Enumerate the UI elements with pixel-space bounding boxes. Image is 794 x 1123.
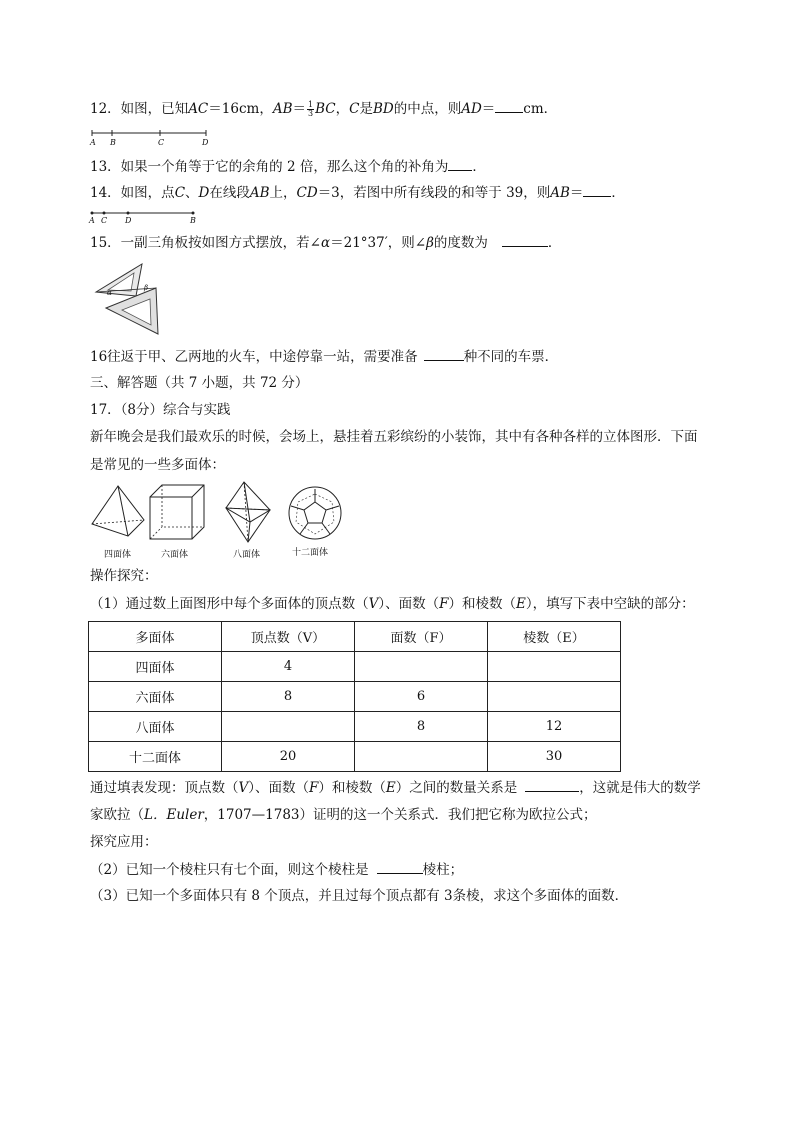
q14-end: ． [611,185,625,201]
table-row [89,652,621,682]
cube-hidden-diagonal [150,527,162,539]
octahedron-label: 八面体 [233,550,261,560]
q17-find2-b: ，1707—1783）证明的这一个关系式．我们把它称为欧拉公式； [203,807,597,823]
q17-find1-b: ）、面数（ [248,780,309,796]
q14-p5: ＝ [569,185,584,201]
q17-part-2 [90,859,463,880]
q14-p1: 14．如图，点 [90,185,175,201]
q14-point-c [103,212,106,215]
q17-part2-b: 棱柱； [422,862,464,878]
question-12 [90,98,557,119]
q17-part1-f: F [439,596,449,612]
section-3-title [90,373,308,393]
q17-find1-a: 通过填表发现：顶点数（ [90,780,239,796]
q15-end: ． [547,235,562,251]
q15-p1: 15．一副三角板按如图方式摆放，若∠ [90,235,321,251]
table-row [89,742,621,772]
q12-bd: BD [372,101,394,117]
question-15 [90,232,561,253]
table-cell: 十二面体 [89,742,222,772]
table-cell: 20 [222,742,355,772]
table-row [89,712,621,742]
question-14 [90,182,625,203]
q15-answer-blank[interactable] [502,232,548,247]
q14-label-a: A [89,216,95,225]
q12-unit: cm． [523,101,558,117]
dodecahedron-label: 十二面体 [292,548,329,558]
cube-top-right-edge [192,485,204,497]
q17-intro-line-2 [90,455,225,475]
tetrahedron-figure [88,482,148,542]
q12-label-c: C [158,138,165,147]
table-row [89,682,621,712]
q17-euler-answer-blank[interactable] [525,777,579,792]
q12-mid2: 的中点，则 [393,101,462,117]
q14-d: D [198,185,210,201]
q17-finding-line-1 [90,777,701,798]
q17-apply-text: 探究应用： [90,834,158,850]
q17-part2-a: （2）已知一个棱柱只有七个面，则这个棱柱是 [90,862,369,878]
q16-text: 16往返于甲、乙两地的火车，中途停靠一站，需要准备 [90,349,418,365]
q12-prefix: 12．如图，已知 [90,101,189,117]
q17-part3-text: （3）已知一个多面体只有 8 个顶点，并且过每个顶点都有 3条棱，求这个多面体的面数． [90,888,629,904]
q17-intro-line-1 [90,427,698,447]
q14-ab2: AB [550,185,570,201]
q12-bc: BC [315,101,336,117]
tetrahedron-label: 四面体 [104,550,132,560]
cube-label: 六面体 [161,550,189,560]
q14-cd: CD [296,185,318,201]
q17-find1-e: E [385,780,396,796]
q14-p3: 上， [269,185,297,201]
q15-figure-alpha-label: α [107,289,112,297]
q17-header-text: 17．（8分）综合与实践 [90,402,231,418]
q17-part1-b: ）、面数（ [378,596,440,612]
table-cell: 12 [488,712,621,742]
q13-end: ． [472,159,486,175]
q12-ad: AD [461,101,482,117]
dodecahedron-edge-4 [300,523,308,534]
table-cell-blank[interactable] [488,652,621,682]
q15-figure-beta-label: β [144,284,149,292]
q12-segment-figure [88,127,218,139]
q12-label-b: B [110,138,116,147]
q12-ac: AC [188,101,209,117]
octahedron-hidden-axis [244,482,248,542]
question-13 [90,156,486,177]
q14-answer-blank[interactable] [583,182,611,197]
octahedron-figure [222,480,274,546]
q17-intro2-text: 是常见的一些多面体： [90,457,225,473]
q12-c: C [349,101,360,117]
q16-end: 种不同的车票． [463,349,559,365]
cube-figure [148,483,208,543]
q16-answer-blank[interactable] [424,346,464,361]
table-cell-blank[interactable] [488,682,621,712]
question-16 [90,346,558,367]
table-header: 棱数（E） [488,622,621,652]
q14-p2: 在线段 [209,185,250,201]
q17-find1-c: ）和棱数（ [318,780,386,796]
q14-c: C [174,185,186,201]
table-header: 顶点数（V） [222,622,355,652]
q14-sep: 、 [185,185,199,201]
dodecahedron-center-face [304,502,326,523]
dodecahedron-figure [286,484,344,542]
q14-point-d [127,212,130,215]
q17-finding-line-2 [90,805,597,825]
q12-label-a: A [90,138,96,147]
q17-apply-title [90,832,158,852]
q17-part-3 [90,886,628,906]
q17-find1-f: F [309,780,319,796]
q17-find1-v: V [238,780,249,796]
q13-text: 13．如果一个角等于它的余角的 2 倍，那么这个角的补角为 [90,159,449,175]
q12-label-d: D [202,138,209,147]
q15-triangle-set-figure [90,258,170,338]
q17-explore-title [90,566,158,586]
q14-label-c: C [101,216,108,225]
table-cell: 8 [355,712,488,742]
q17-part1-a: （1）通过数上面图形中每个多面体的顶点数（ [90,596,369,612]
table-cell: 六面体 [89,682,222,712]
tetrahedron-edge-front [118,486,128,536]
q14-point-b [192,212,195,215]
q14-point-a [91,212,94,215]
q14-ab: AB [249,185,270,201]
q17-part2-answer-blank[interactable] [377,859,423,874]
q17-find1-e-text: ，这就是伟大的数学 [579,780,701,796]
table-cell-blank[interactable] [355,652,488,682]
table-cell: 四面体 [89,652,222,682]
table-header: 多面体 [89,622,222,652]
q15-p2: ＝21°37′，则∠ [330,235,427,251]
table-cell: 8 [222,682,355,712]
q15-alpha: α [321,235,331,251]
q17-part1-e: E [515,596,526,612]
q13-answer-blank[interactable] [448,156,472,171]
q12-mid1: 是 [359,101,373,117]
table-cell: 4 [222,652,355,682]
tetrahedron-outline [92,486,144,536]
q17-part1-c: ）和棱数（ [448,596,516,612]
tetrahedron-edge-hidden [92,520,144,524]
q17-find2-a: 家欧拉（ [90,807,144,823]
q12-eq3: ＝ [481,101,496,117]
q12-fraction [307,101,314,118]
dodecahedron-edge-3 [322,523,330,534]
q15-beta: β [426,235,434,251]
q17-find1-d: ）之间的数量关系是 [395,780,518,796]
q12-answer-blank[interactable] [495,98,523,113]
q15-p3: 的度数为 [433,235,488,251]
q12-eq2: ＝ [292,101,306,117]
q14-label-b: B [190,216,196,225]
table-cell-blank[interactable] [355,742,488,772]
table-header-row [89,622,621,652]
q12-comma: ， [335,101,350,117]
octahedron-top [226,482,270,522]
q12-ab: AB [272,101,293,117]
polyhedra-table [88,621,621,772]
q14-label-d: D [125,216,132,225]
q12-frac-num: 1 [308,100,314,109]
q17-part1-v: V [368,596,379,612]
q17-part1-d: ），填写下表中空缺的部分： [525,596,695,612]
q17-explore-text: 操作探究： [90,568,158,584]
table-header: 面数（F） [355,622,488,652]
table-cell-blank[interactable] [222,712,355,742]
q17-euler-name: L．Euler [144,807,204,823]
section-3-title-text: 三、解答题（共 7 小题，共 72 分） [90,375,309,391]
q14-p4: ＝3，若图中所有线段的和等于 39，则 [317,185,551,201]
table-cell: 八面体 [89,712,222,742]
question-17-header [90,400,231,420]
q12-eq1: ＝16cm， [208,101,273,117]
table-cell: 30 [488,742,621,772]
octahedron-bottom [226,508,270,542]
q12-frac-den: 3 [308,109,314,118]
q17-intro1-text: 新年晚会是我们最欢乐的时候，会场上，悬挂着五彩缤纷的小装饰，其中有各种各样的立体图形．下面 [90,429,698,445]
table-cell: 6 [355,682,488,712]
q17-part-1 [90,594,695,614]
